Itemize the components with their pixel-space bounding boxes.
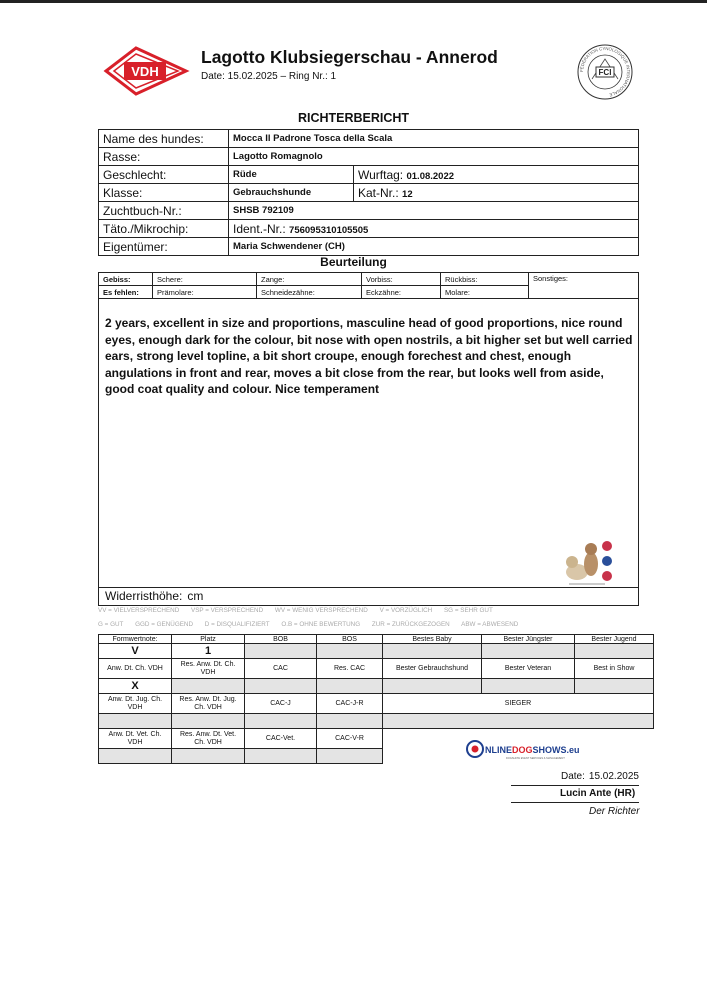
signature-divider	[511, 785, 639, 786]
owner-value: Maria Schwendener (CH)	[229, 238, 639, 256]
empty-cell	[575, 644, 654, 659]
award-label: Res. CAC	[317, 659, 383, 679]
place-value: 1	[172, 644, 245, 659]
legend-item: WV = WENIG VERSPRECHEND	[274, 607, 368, 614]
empty-cell	[383, 644, 482, 659]
undershot-label: Rückbiss:	[441, 273, 529, 286]
award-label: CAC-Vet.	[245, 729, 317, 749]
judge-report-box	[98, 299, 639, 606]
other-label: Sonstiges:	[529, 273, 639, 299]
odl-tld: .eu	[566, 745, 580, 755]
winner-label: SIEGER	[383, 694, 654, 714]
empty-cell	[99, 714, 172, 729]
ident-label: Ident.-Nr.:	[233, 221, 286, 236]
award-label: CAC-J-R	[317, 694, 383, 714]
owner-row	[99, 238, 639, 256]
awards-row-b	[99, 694, 654, 714]
studbook-row	[99, 202, 639, 220]
award-label: Res. Anw. Dt. Jug. Ch. VDH	[172, 694, 245, 714]
birth-label: Wurftag:	[358, 167, 404, 182]
breed-row	[99, 148, 639, 166]
chip-label: Täto./Mikrochip:	[99, 220, 229, 238]
class-label: Klasse:	[99, 184, 229, 202]
studbook-label: Zuchtbuch-Nr.:	[99, 202, 229, 220]
header-bos: BOS	[317, 635, 383, 644]
empty-cell	[172, 714, 245, 729]
odl-prefix: NLINE	[485, 745, 512, 755]
studbook-value: SHSB 792109	[229, 202, 639, 220]
birth-value: 01.08.2022	[406, 170, 455, 182]
owner-label: Eigentümer:	[99, 238, 229, 256]
ident-cell	[229, 220, 639, 238]
empty-cell	[317, 644, 383, 659]
award-label: Anw. Dt. Jug. Ch. VDH	[99, 694, 172, 714]
header-place: Platz	[172, 635, 245, 644]
signature-date-value: 15.02.2025	[588, 771, 639, 782]
scissor-label: Schere:	[153, 273, 257, 286]
header-bob: BOB	[245, 635, 317, 644]
catalog-value: 12	[402, 188, 413, 200]
dog-name: Mocca Il Padrone Tosca della Scala	[229, 130, 639, 148]
svg-text:NLINEDOGSHOWS.eu	[485, 745, 580, 755]
empty-cell	[245, 749, 317, 764]
birth-cell	[354, 166, 639, 184]
dogs-watermark-icon	[559, 534, 619, 588]
show-date: Date: 15.02.2025	[201, 71, 278, 82]
award-label: Anw. Dt. Vet. Ch. VDH	[99, 729, 172, 749]
empty-cell	[317, 749, 383, 764]
awards-mark-row	[99, 679, 654, 694]
fci-logo	[576, 43, 634, 101]
empty-cell	[482, 679, 575, 694]
award-label: Res. Anw. Dt. Vet. Ch. VDH	[172, 729, 245, 749]
legend-item: V = VORZÜGLICH	[379, 607, 433, 614]
award-label: Bester Veteran	[482, 659, 575, 679]
awards-header-row	[99, 635, 654, 644]
ident-value: 756095310105505	[289, 224, 369, 236]
sex-row	[99, 166, 639, 184]
award-label: Res. Anw. Dt. Ch. VDH	[172, 659, 245, 679]
grade-legend-row-2	[98, 621, 528, 628]
empty-cell	[575, 679, 654, 694]
incisors-label: Schneidezähne:	[257, 286, 362, 299]
legend-item: ABW = ABWESEND	[461, 621, 519, 628]
withers-height-field	[99, 587, 638, 605]
empty-cell	[317, 714, 383, 729]
grade-value: V	[99, 644, 172, 659]
grade-legend-row-1	[98, 607, 503, 614]
premolars-label: Prämolare:	[153, 286, 257, 299]
class-row	[99, 184, 639, 202]
award-label: Best in Show	[575, 659, 654, 679]
assessment-title: Beurteilung	[320, 255, 387, 269]
award-label: Anw. Dt. Ch. VDH	[99, 659, 172, 679]
empty-cell	[172, 749, 245, 764]
header-grade: Formwertnote:	[99, 635, 172, 644]
header-best-minor: Bester Jüngster	[482, 635, 575, 644]
name-row	[99, 130, 639, 148]
odl-tagline: DOGSHOW EVENT SERVICES & MANAGEMENT	[506, 757, 565, 760]
empty-cell	[245, 714, 317, 729]
fci-ring-text: FÉDÉRATION CYNOLOGIQUE INTERNATIONALE	[578, 45, 632, 98]
ring-number: – Ring Nr.: 1	[278, 71, 336, 82]
catalog-label: Kat-Nr.:	[358, 185, 399, 200]
empty-cell	[245, 644, 317, 659]
header-best-baby: Bestes Baby	[383, 635, 482, 644]
legend-item: O.B = OHNE BEWERTUNG	[281, 621, 361, 628]
judge-report-text: 2 years, excellent in size and proportions, masculine head of good proportions, nice round eyes, enough dark for the colour, bit nose with open nostrils, a bit higher set but well carried ears, strong level topline, a bit short croupe, enough forechest and chest, enough angulations in front and rear, moves a bit close from the rear, but looks well from aside, good coat quality and colour. Nice temperament	[105, 316, 633, 396]
award-label: CAC	[245, 659, 317, 679]
awards-empty-row	[99, 714, 654, 729]
vdh-logo	[104, 46, 188, 96]
award-mark-x: X	[99, 679, 172, 694]
pincer-label: Zange:	[257, 273, 362, 286]
report-title: RICHTERBERICHT	[297, 111, 410, 125]
sex-label: Geschlecht:	[99, 166, 229, 184]
award-label: Bester Gebrauchshund	[383, 659, 482, 679]
bite-row	[99, 273, 639, 286]
signature-date-label: Date:	[561, 771, 585, 782]
name-label: Name des hundes:	[99, 130, 229, 148]
dog-info-table	[98, 129, 639, 256]
signature-divider	[511, 802, 639, 803]
canines-label: Eckzähne:	[362, 286, 441, 299]
breed-value: Lagotto Romagnolo	[229, 148, 639, 166]
judge-role: Der Richter	[589, 806, 640, 817]
odl-dog: DOG	[512, 745, 533, 755]
awards-result-row	[99, 644, 654, 659]
judge-name: Lucin Ante (HR)	[560, 788, 636, 799]
withers-unit: cm	[187, 589, 204, 603]
odl-shows: SHOWS	[532, 745, 567, 755]
legend-item: VV = VIELVERSPRECHEND	[98, 607, 180, 614]
empty-cell	[383, 679, 482, 694]
fci-logo-text: FCI	[598, 68, 612, 77]
legend-item: VSP = VERSPRECHEND	[191, 607, 264, 614]
class-value: Gebrauchshunde	[229, 184, 354, 202]
missing-label: Es fehlen:	[99, 286, 153, 299]
empty-cell	[317, 679, 383, 694]
awards-row-a	[99, 659, 654, 679]
legend-item: G = GUT	[98, 621, 124, 628]
breed-label: Rasse:	[99, 148, 229, 166]
empty-cell	[99, 749, 172, 764]
show-subtitle	[201, 71, 336, 82]
bite-label: Gebiss:	[99, 273, 153, 286]
teeth-table	[98, 272, 639, 299]
empty-cell	[245, 679, 317, 694]
molars-label: Molare:	[441, 286, 529, 299]
withers-label: Widerristhöhe:	[105, 589, 183, 603]
empty-cell	[383, 714, 654, 729]
legend-item: ZUR = ZURÜCKGEZOGEN	[371, 621, 450, 628]
legend-item: D = DISQUALIFIZIERT	[204, 621, 270, 628]
vdh-logo-text: VDH	[131, 64, 159, 79]
empty-cell	[482, 644, 575, 659]
chip-row	[99, 220, 639, 238]
show-title: Lagotto Klubsiegerschau - Annerod	[201, 47, 498, 67]
signature-date	[561, 771, 639, 782]
onlinedogshows-logo	[466, 738, 580, 762]
empty-cell	[172, 679, 245, 694]
overshot-label: Vorbiss:	[362, 273, 441, 286]
catalog-cell	[354, 184, 639, 202]
legend-item: GGD = GENÜGEND	[135, 621, 194, 628]
legend-item: SG = SEHR GUT	[443, 607, 493, 614]
top-edge-line	[0, 0, 707, 3]
header-best-junior: Bester Jugend	[575, 635, 654, 644]
award-label: CAC-V-R	[317, 729, 383, 749]
sex-value: Rüde	[229, 166, 354, 184]
award-label: CAC-J	[245, 694, 317, 714]
